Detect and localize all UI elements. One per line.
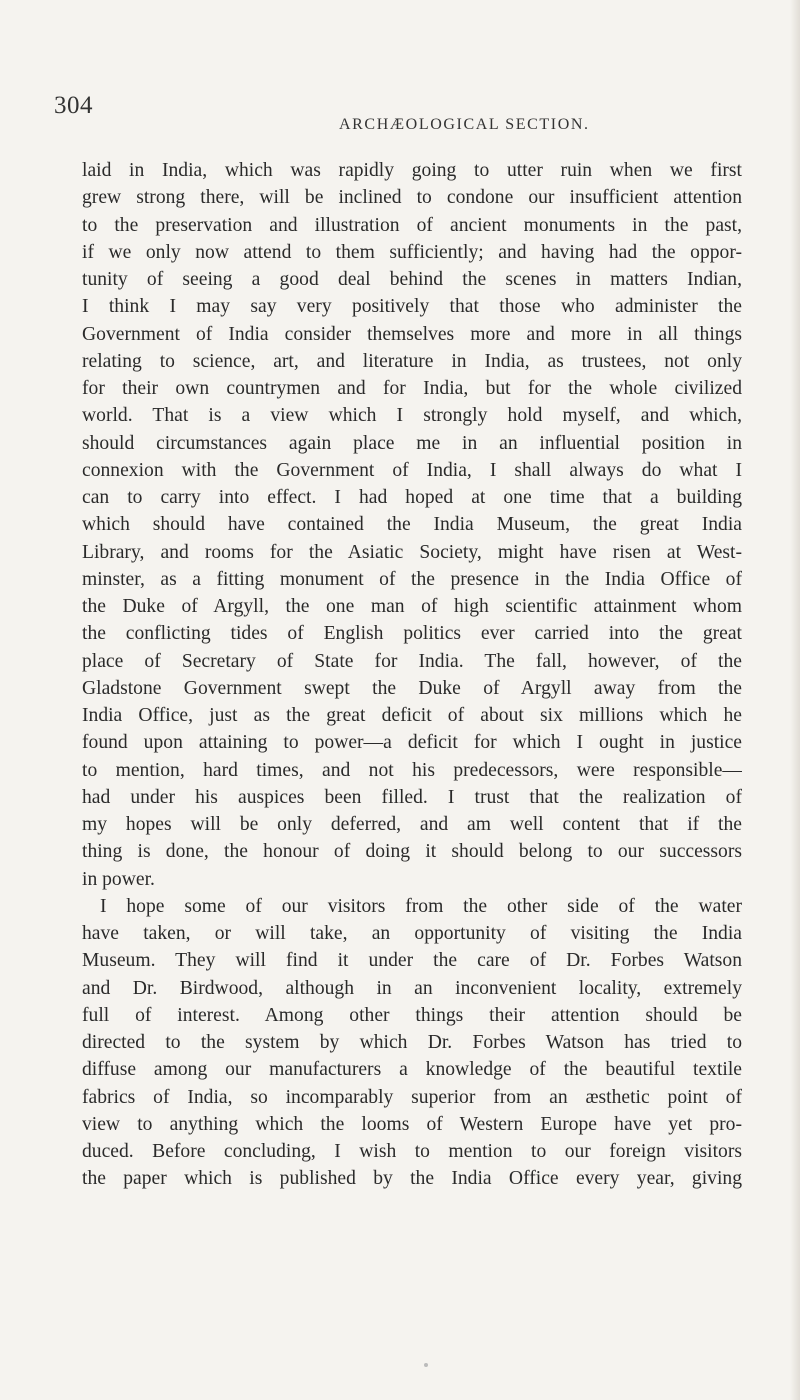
text-line: I hope some of our visitors from the other side of the water — [100, 895, 742, 917]
text-line: Government of India consider themselves more and more in all things — [82, 323, 742, 345]
text-line: for their own countrymen and for India, but for the whole civilized — [82, 378, 742, 399]
page-number: 304 — [54, 92, 93, 119]
text-line: world. That is a view which I strongly hold myself, and which, — [82, 405, 742, 427]
paper-speck — [424, 1363, 428, 1367]
running-head: ARCHÆOLOGICAL SECTION. — [339, 116, 590, 133]
text-line: connexion with the Government of India, I shall always do what I — [82, 459, 742, 481]
text-line: view to anything which the looms of Western Europe have yet pro- — [82, 1113, 742, 1135]
text-line: laid in India, which was rapidly going to utter ruin when we first — [82, 160, 742, 181]
text-line: diffuse among our manufacturers a knowledge of the beautiful textile — [82, 1059, 742, 1081]
text-line: grew strong there, will be inclined to condone our insufficient attention — [82, 187, 742, 209]
text-line: the conflicting tides of English politics ever carried into the great — [82, 623, 742, 645]
text-line: to mention, hard times, and not his predecessors, were responsible— — [82, 759, 742, 781]
text-line: relating to science, art, and literature in India, as trustees, not only — [82, 350, 742, 372]
text-line: should circumstances again place me in an influential position in — [82, 432, 742, 454]
text-line: the paper which is published by the India Office every year, giving — [82, 1168, 742, 1190]
paragraph-1 — [82, 157, 742, 893]
text-line: which should have contained the India Museum, the great India — [82, 514, 742, 536]
text-line: can to carry into effect. I had hoped at one time that a building — [82, 487, 742, 508]
body-text — [82, 157, 742, 1193]
text-line: thing is done, the honour of doing it should belong to our successors — [82, 841, 742, 863]
text-line: my hopes will be only deferred, and am well content that if the — [82, 814, 742, 835]
page-edge-shadow — [790, 0, 800, 1400]
text-line: in power. — [82, 868, 155, 890]
text-line: minster, as a fitting monument of the presence in the India Office of — [82, 568, 742, 590]
text-line: full of interest. Among other things their attention should be — [82, 1004, 742, 1026]
text-line: fabrics of India, so incomparably superior from an æsthetic point of — [82, 1086, 742, 1108]
text-line: Library, and rooms for the Asiatic Society, might have risen at West- — [82, 541, 742, 563]
text-line: I think I may say very positively that those who administer the — [82, 296, 742, 318]
text-line: the Duke of Argyll, the one man of high scientific attainment whom — [82, 596, 742, 617]
paragraph-2 — [82, 893, 742, 1193]
text-line: Gladstone Government swept the Duke of Argyll away from the — [82, 677, 742, 699]
text-line: duced. Before concluding, I wish to mention to our foreign visitors — [82, 1141, 742, 1162]
text-line: and Dr. Birdwood, although in an inconvenient locality, extremely — [82, 977, 742, 999]
text-line: have taken, or will take, an opportunity of visiting the India — [82, 923, 742, 944]
text-line: Museum. They will find it under the care of Dr. Forbes Watson — [82, 950, 742, 972]
text-line: tunity of seeing a good deal behind the scenes in matters Indian, — [82, 269, 742, 290]
text-line: found upon attaining to power—a deficit for which I ought in justice — [82, 732, 742, 754]
text-line: had under his auspices been filled. I trust that the realization of — [82, 786, 742, 808]
text-line: directed to the system by which Dr. Forbes Watson has tried to — [82, 1032, 742, 1053]
text-line: if we only now attend to them sufficiently; and having had the oppor- — [82, 241, 742, 263]
text-line: place of Secretary of State for India. The fall, however, of the — [82, 650, 742, 672]
text-line: India Office, just as the great deficit of about six millions which he — [82, 705, 742, 726]
text-line: to the preservation and illustration of ancient monuments in the past, — [82, 214, 742, 236]
